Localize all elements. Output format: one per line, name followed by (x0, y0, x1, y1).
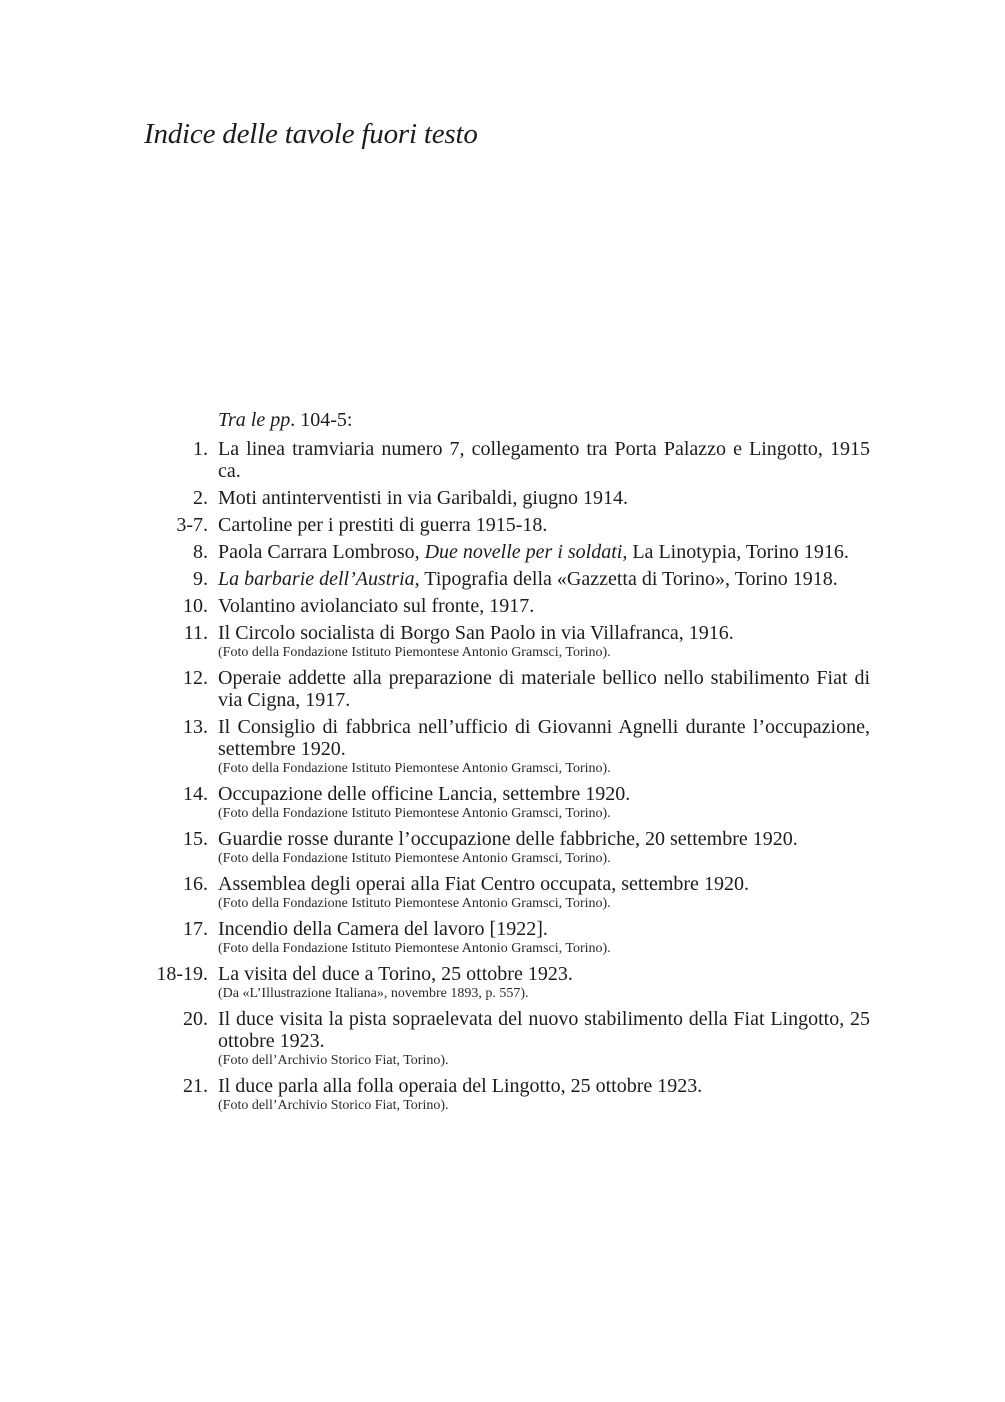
plate-caption (218, 595, 870, 617)
plate-caption (218, 963, 870, 985)
photo-credit: (Foto della Fondazione Istituto Piemontese Antonio Gramsci, Torino). (218, 851, 611, 866)
caption-text: Moti antinterventisti in via Garibaldi, giugno 1914. (218, 487, 628, 509)
plates-list (140, 438, 870, 1120)
plate-number: 21. (183, 1075, 208, 1097)
photo-credit: (Foto della Fondazione Istituto Piemontese Antonio Gramsci, Torino). (218, 645, 611, 660)
plate-number: 20. (183, 1008, 208, 1030)
caption-text: Guardie rosse durante l’occupazione delle fabbriche, 20 settembre 1920. (218, 828, 798, 850)
list-item (140, 595, 870, 617)
list-item (140, 828, 870, 868)
plate-number: 8. (193, 541, 208, 563)
photo-credit: (Da «L’Illustrazione Italiana», novembre 1893, p. 557). (218, 986, 529, 1001)
caption-text: Operaie addette alla preparazione di materiale bellico nello stabilimento Fiat di via Cigna, 1917. (218, 667, 870, 711)
plate-caption (218, 918, 870, 940)
list-item (140, 438, 870, 482)
caption-text: Paola Carrara Lombroso, (218, 541, 425, 563)
plate-number: 3-7. (176, 514, 208, 536)
plate-number: 9. (193, 568, 208, 590)
plate-caption (218, 828, 870, 850)
list-item (140, 667, 870, 711)
plate-number: 1. (193, 438, 208, 460)
list-item (140, 873, 870, 913)
plate-caption (218, 1075, 870, 1097)
plate-caption (218, 873, 870, 895)
plate-number: 14. (183, 783, 208, 805)
caption-text: , La Linotypia, Torino 1916. (622, 541, 849, 563)
page-title: Indice delle tavole fuori testo (144, 118, 478, 150)
photo-credit: (Foto dell’Archivio Storico Fiat, Torino). (218, 1098, 449, 1113)
plate-caption (218, 622, 870, 644)
list-item (140, 541, 870, 563)
list-item (140, 918, 870, 958)
list-item (140, 783, 870, 823)
section-heading-italic: Tra le pp (218, 409, 291, 431)
plate-caption (218, 568, 870, 590)
caption-text: Il duce visita la pista sopraelevata del nuovo stabilimento della Fiat Lingotto, 25 ottobre 1923. (218, 1008, 870, 1052)
photo-credit: (Foto della Fondazione Istituto Piemontese Antonio Gramsci, Torino). (218, 941, 611, 956)
plate-caption (218, 487, 870, 509)
plate-number: 13. (183, 716, 208, 738)
plate-caption (218, 541, 870, 563)
list-item (140, 1008, 870, 1070)
list-item (140, 963, 870, 1003)
caption-text: Volantino aviolanciato sul fronte, 1917. (218, 595, 535, 617)
photo-credit: (Foto dell’Archivio Storico Fiat, Torino). (218, 1053, 449, 1068)
list-item (140, 568, 870, 590)
plate-caption (218, 667, 870, 711)
caption-text: Occupazione delle officine Lancia, settembre 1920. (218, 783, 631, 805)
caption-text: Cartoline per i prestiti di guerra 1915-18. (218, 514, 548, 536)
plate-number: 2. (193, 487, 208, 509)
plate-caption (218, 783, 870, 805)
caption-text: , Tipografia della «Gazzetta di Torino», Torino 1918. (414, 568, 838, 590)
section-heading (218, 407, 352, 433)
list-item (140, 487, 870, 509)
plate-number: 18-19. (156, 963, 208, 985)
plate-number: 15. (183, 828, 208, 850)
photo-credit: (Foto della Fondazione Istituto Piemontese Antonio Gramsci, Torino). (218, 761, 611, 776)
caption-title-italic: Due novelle per i soldati (424, 541, 623, 563)
caption-text: La visita del duce a Torino, 25 ottobre 1923. (218, 963, 573, 985)
caption-text: La linea tramviaria numero 7, collegamento tra Porta Palazzo e Lingotto, 1915 ca. (218, 438, 870, 482)
plate-number: 11. (183, 622, 208, 644)
photo-credit: (Foto della Fondazione Istituto Piemontese Antonio Gramsci, Torino). (218, 806, 611, 821)
caption-text: Il Circolo socialista di Borgo San Paolo in via Villafranca, 1916. (218, 622, 734, 644)
list-item (140, 622, 870, 662)
plate-caption (218, 514, 870, 536)
plate-number: 12. (183, 667, 208, 689)
list-item (140, 514, 870, 536)
plate-number: 10. (183, 595, 208, 617)
list-item (140, 1075, 870, 1115)
plate-number: 16. (183, 873, 208, 895)
plate-caption (218, 716, 870, 760)
plate-caption (218, 1008, 870, 1052)
plate-caption (218, 438, 870, 482)
caption-title-italic: La barbarie dell’Austria (218, 568, 415, 590)
caption-text: Il Consiglio di fabbrica nell’ufficio di Giovanni Agnelli durante l’occupazione, settembre 1920. (218, 716, 870, 760)
section-heading-pages: . 104-5: (290, 409, 353, 431)
photo-credit: (Foto della Fondazione Istituto Piemontese Antonio Gramsci, Torino). (218, 896, 611, 911)
caption-text: Incendio della Camera del lavoro [1922]. (218, 918, 548, 940)
list-item (140, 716, 870, 778)
caption-text: Assemblea degli operai alla Fiat Centro occupata, settembre 1920. (218, 873, 749, 895)
plate-number: 17. (183, 918, 208, 940)
caption-text: Il duce parla alla folla operaia del Lingotto, 25 ottobre 1923. (218, 1075, 703, 1097)
